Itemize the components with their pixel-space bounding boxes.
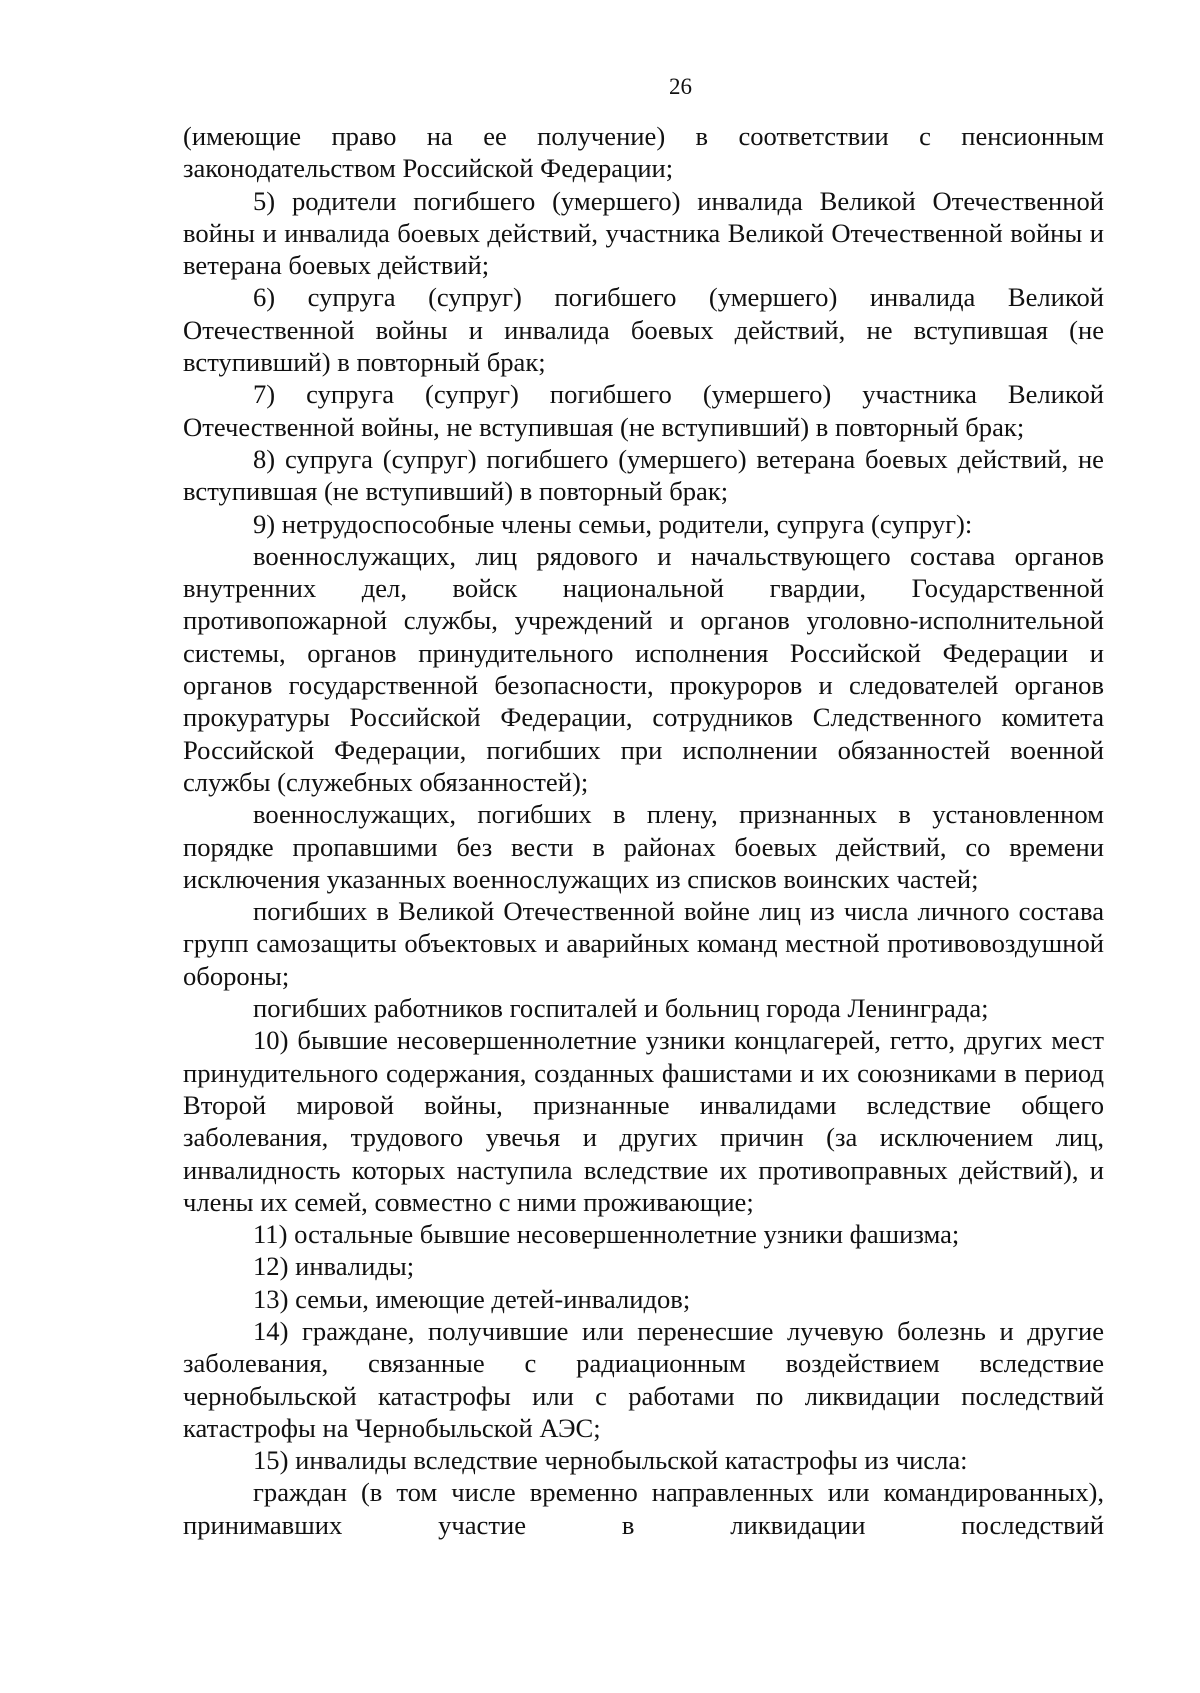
paragraph: 8) супруга (супруг) погибшего (умершего) ветерана боевых действий, не вступившая (не вступивший) в повторный брак;	[183, 443, 1104, 507]
paragraph: 6) супруга (супруг) погибшего (умершего) инвалида Великой Отечественной войны и инвалида боевых действий, не вступившая (не вступивший) в повторный брак;	[183, 282, 1104, 378]
paragraph: военнослужащих, лиц рядового и начальствующего состава органов внутренних дел, войск национальной гвардии, Государственной противопожарной службы, учреждений и органов уголовно-исполнительной системы, органов принудительного исполнения Российской Федерации и органов государственной безопасности, прокуроров и следователей органов прокуратуры Российской Федерации, сотрудников Следственного комитета Российской Федерации, погибших при исполнении обязанностей военной службы (служебных обязанностей);	[183, 540, 1104, 797]
paragraph: 14) граждане, получившие или перенесшие лучевую болезнь и другие заболевания, связанные с радиационным воздействием вследствие чернобыльской катастрофы или с работами по ликвидации последствий катастрофы на Чернобыльской АЭС;	[183, 1315, 1104, 1443]
paragraph: военнослужащих, погибших в плену, признанных в установленном порядке пропавшими без вести в районах боевых действий, со времени исключения указанных военнослужащих из списков воинских частей;	[183, 799, 1104, 894]
paragraph: погибших работников госпиталей и больниц города Ленинграда;	[253, 993, 989, 1024]
document-body	[183, 120, 1104, 1541]
paragraph: 13) семьи, имеющие детей-инвалидов;	[253, 1283, 691, 1314]
paragraph: 7) супруга (супруг) погибшего (умершего) участника Великой Отечественной войны, не вступившая (не вступивший) в повторный брак;	[183, 379, 1104, 442]
paragraph: 9) нетрудоспособные члены семьи, родители, супруга (супруг):	[253, 508, 973, 539]
page-number: 26	[669, 74, 692, 99]
paragraph: 12) инвалиды;	[253, 1251, 415, 1282]
paragraph: 15) инвалиды вследствие чернобыльской катастрофы из числа:	[253, 1445, 968, 1476]
paragraph: 5) родители погибшего (умершего) инвалида Великой Отечественной войны и инвалида боевых действий, участника Великой Отечественной войны и ветерана боевых действий;	[183, 185, 1104, 281]
paragraph: граждан (в том числе временно направленных или командированных), принимавших участие в ликвидации последствий	[183, 1477, 1104, 1540]
paragraph: 11) остальные бывшие несовершеннолетние узники фашизма;	[253, 1219, 960, 1250]
paragraph: погибших в Великой Отечественной войне лиц из числа личного состава групп самозащиты объектовых и аварийных команд местной противовоздушной обороны;	[183, 896, 1104, 991]
paragraph: 10) бывшие несовершеннолетние узники концлагерей, гетто, других мест принудительного содержания, созданных фашистами и их союзниками в период Второй мировой войны, признанные инвалидами вследствие общего заболевания, трудового увечья и других причин (за исключением лиц, инвалидность которых наступила вследствие их противоправных действий), и члены их семей, совместно с ними проживающие;	[183, 1025, 1104, 1217]
paragraph: (имеющие право на ее получение) в соответствии с пенсионным законодательством Российской Федерации;	[183, 121, 1104, 184]
